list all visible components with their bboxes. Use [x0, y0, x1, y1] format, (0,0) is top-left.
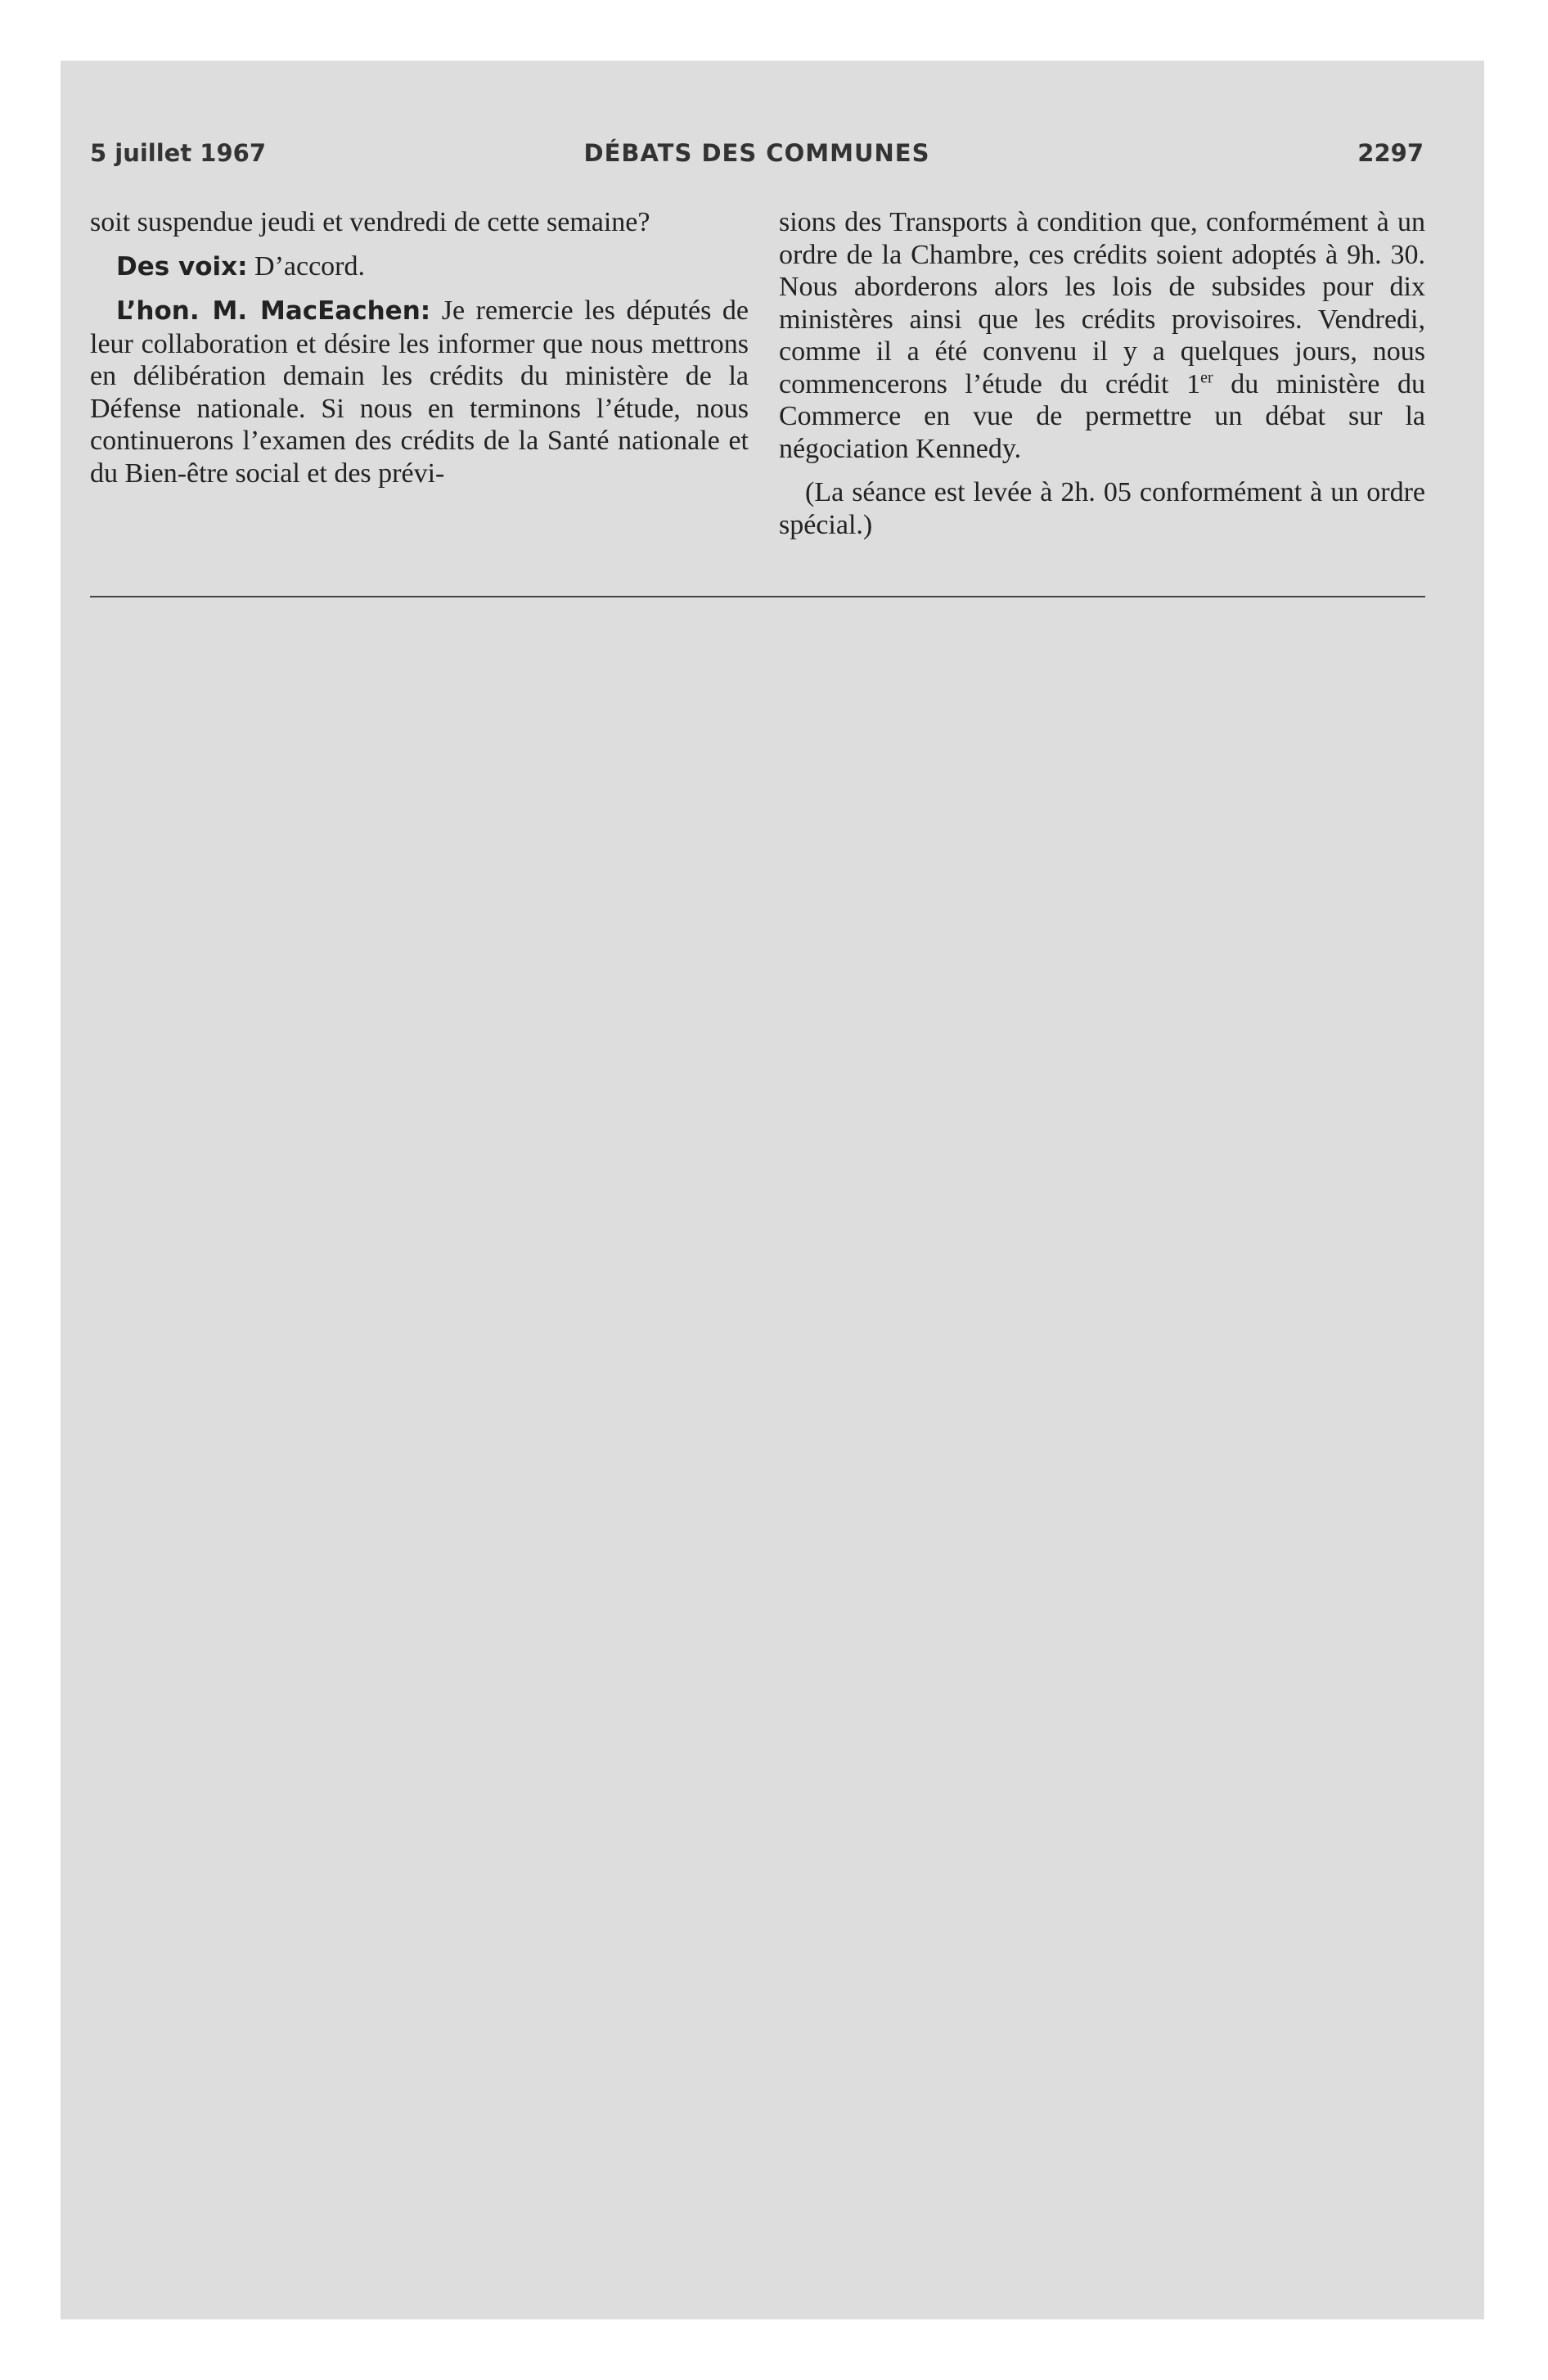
speaker-label: L’hon. M. MacEachen: [116, 296, 431, 326]
speech-text: D’accord. [247, 250, 366, 282]
header-page-number: 2297 [1357, 139, 1424, 167]
header-title: DÉBATS DES COMMUNES [583, 139, 930, 167]
page-header [90, 139, 1424, 180]
speech-text: sions des Transports à condition que, conformément à un ordre de la Chambre, ces crédits soient adoptés à 9h. 30. Nous aborderons alors les lois de subsides pour dix ministères ainsi que les crédits provisoires. Vendredi, comme il a été convenu il y a quelques jours, nous commencerons l’étude du crédit 1 [779, 207, 1425, 399]
paragraph-adjournment: (La séance est levée à 2h. 05 conformément à un ordre spécial.) [779, 477, 1425, 540]
speech-text: du ministère du Commerce en vue de permettre un débat sur la négociation Kennedy. [779, 368, 1425, 464]
ordinal-superscript: er [1200, 368, 1213, 387]
speaker-label: Des voix: [116, 251, 248, 282]
header-date: 5 juillet 1967 [90, 139, 267, 167]
paragraph-voices [90, 250, 749, 284]
end-rule [90, 596, 1425, 597]
paragraph-maceachen [90, 295, 749, 489]
left-column [90, 206, 749, 489]
speech-text: Je remercie les députés de leur collaboration et désire les informer que nous mettrons en délibération demain les crédits du ministère de la Défense nationale. Si nous en terminons l’étude, nous continuerons l’examen des crédits de la Santé nationale et du Bien-être social et des prévi- [90, 295, 749, 489]
paragraph-continued-speech [779, 206, 1425, 465]
paragraph-continuation: soit suspendue jeudi et vendredi de cette semaine? [90, 207, 650, 237]
right-column [779, 206, 1425, 541]
